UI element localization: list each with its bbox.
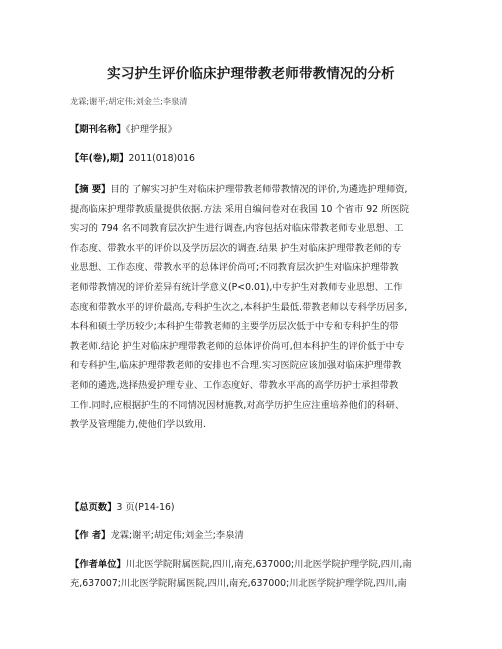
affiliation-field [70,555,434,593]
abstract-line: 和专科护生,临床护理带教老师的安排也不合理.实习医院应该加强对临床护理带教 [70,360,402,372]
pages-label: 【总页数】 [70,502,117,513]
abstract-line: 提高临床护理带教质量提供依据.方法 采用自编问卷对在我国 10 个省市 92 所医院 [70,203,409,215]
authors-field [70,526,434,545]
abstract-line: 业思想、工作态度、带教水平的总体评价尚可;不同教育层次护生对临床护理带教 [70,262,399,274]
abstract-line: 本科和硕士学历较少;本科护生带教老师的主要学历层次低于中专和专科护生的带 [70,321,399,333]
abstract-label: 【摘 要】 [70,184,111,195]
affiliation-line: 充,637007;川北医学院附属医院,四川,南充,637000;川北医学院护理学院,四川,南 [70,578,407,589]
abstract-line: 工作.同时,应根据护生的不同情况因材施教,对高学历护生应注重培养他们的科研、 [70,399,405,411]
abstract-line: 作态度、带教水平的评价以及学历层次的调查.结果 护生对临床护理带教老师的专 [70,242,402,254]
abstract-line: 态度和带教水平的评价最高,专科护生次之,本科护生最低.带教老师以专科学历居多, [70,301,408,313]
abstract-line: 老师的遴选,选择热爱护理专业、工作态度好、带教水平高的高学历护士承担带教 [70,379,399,391]
affiliation-label: 【作者单位】 [70,559,126,570]
abstract-line: 教老师.结论 护生对临床护理带教老师的总体评价尚可,但本科护生的评价低于中专 [70,340,405,352]
year-issue-label: 【年(卷),期】 [70,153,129,164]
authors-value: 龙霖;谢平;胡定伟;刘金兰;李泉清 [110,530,244,541]
abstract-line: 老师带教情况的评价差异有统计学意义(P<0.01),中专护生对教师专业思想、工作 [70,281,403,293]
abstract-line: 实习的 794 名不同教育层次护生进行调查,内容包括对临床带教老师专业思想、工 [70,223,404,235]
authors-label: 【作 者】 [70,530,111,541]
journal-label: 【期刊名称】 [70,124,126,135]
journal-value: 《护理学报》 [125,124,177,135]
author-list-top: 龙霖;谢平;胡定伟;刘金兰;李泉清 [70,96,188,106]
pages-value: 3 页(P14-16) [116,502,175,513]
abstract-line: 【摘 要】目的 了解实习护生对临床护理带教老师带教情况的评价,为遴选护理师资, [70,184,408,195]
affiliation-line: 【作者单位】川北医学院附属医院,四川,南充,637000;川北医学院护理学院,四川,南 [70,559,412,570]
year-issue-value: 2011(018)016 [128,153,195,164]
pages-field [70,498,434,517]
abstract-block [70,180,436,435]
document-title: 实习护生评价临床护理带教老师带教情况的分析 [107,66,395,82]
abstract-line: 教学及管理能力,使他们学以致用. [70,419,207,431]
year-issue-field [70,149,434,168]
journal-field [70,120,434,139]
